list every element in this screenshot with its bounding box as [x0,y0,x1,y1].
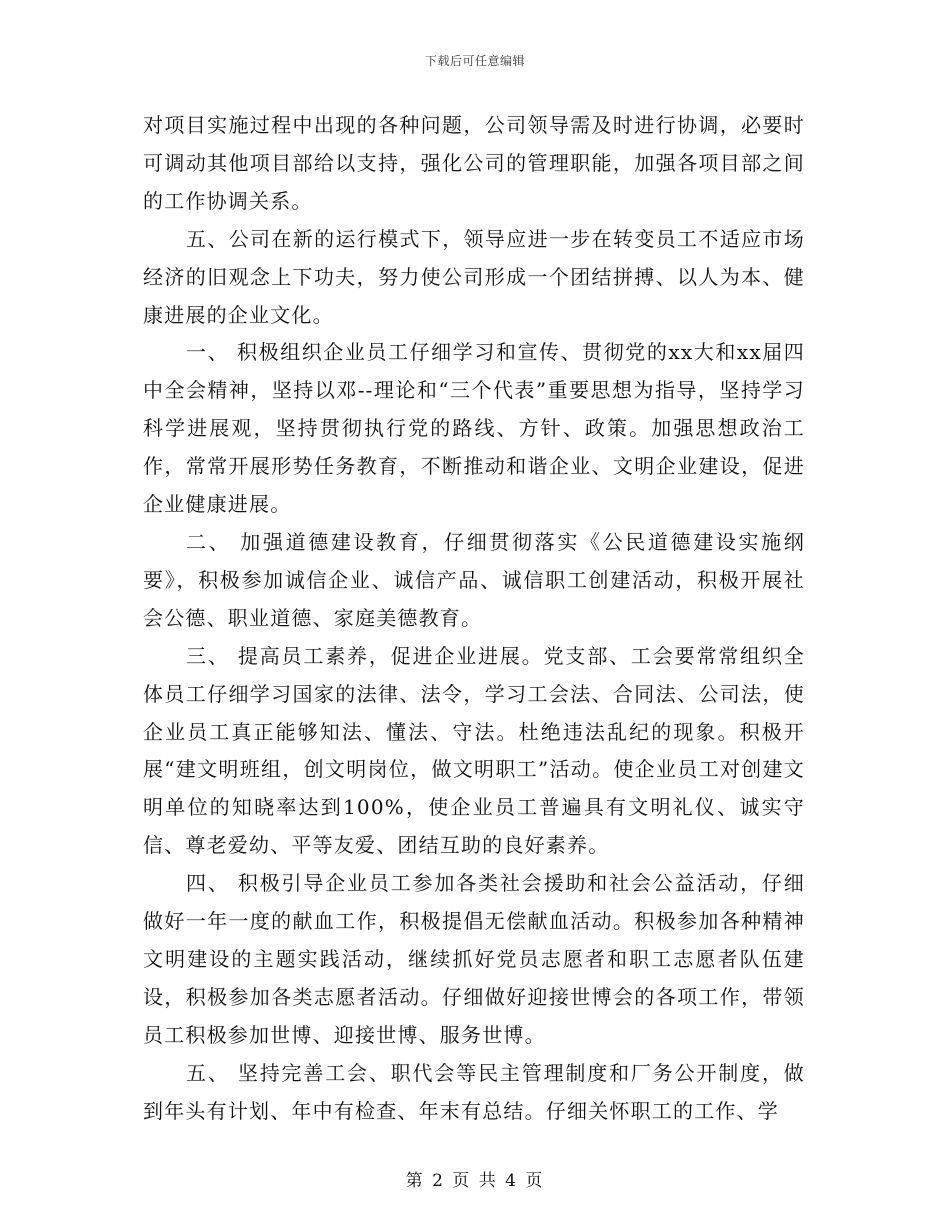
paragraph-2: 五、公司在新的运行模式下，领导应进一步在转变员工不适应市场经济的旧观念上下功夫，努力使公司形成一个团结拼搏、以人为本、健康进展的企业文化。 [143,226,805,327]
document-body [143,107,805,1130]
page-header: 下载后可任意编辑 [424,54,525,68]
paragraph-5: 三、 提高员工素养，促进企业进展。党支部、工会要常常组织全体员工仔细学习国家的法律、法令，学习工会法、合同法、公司法，使企业员工真正能够知法、懂法、守法。杜绝违法乱纪的现象。积极开展“建文明班组，创文明岗位，做文明职工”活动。使企业员工对创建文明单位的知晓率达到100%，使企业员工普遍具有文明礼仪、诚实守信、尊老爱幼、平等友爱、团结互助的良好素养。 [143,643,805,858]
paragraph-1: 对项目实施过程中出现的各种问题，公司领导需及时进行协调，必要时可调动其他项目部给以支持，强化公司的管理职能，加强各项目部之间的工作协调关系。 [143,113,805,213]
paragraph-6: 四、 积极引导企业员工参加各类社会援助和社会公益活动，仔细做好一年一度的献血工作，积极提倡无偿献血活动。积极参加各种精神文明建设的主题实践活动，继续抓好党员志愿者和职工志愿者队伍建设，积极参加各类志愿者活动。仔细做好迎接世博会的各项工作，带领员工积极参加世博、迎接世博、服务世博。 [143,871,805,1047]
paragraph-4: 二、 加强道德建设教育，仔细贯彻落实《公民道德建设实施纲要》，积极参加诚信企业、诚信产品、诚信职工创建活动，积极开展社会公德、职业道德、家庭美德教育。 [143,529,805,630]
paragraph-3: 一、 积极组织企业员工仔细学习和宣传、贯彻党的xx大和xx届四中全会精神，坚持以邓--理论和“三个代表”重要思想为指导，坚持学习科学进展观，坚持贯彻执行党的路线、方针、政策。加强思想政治工作，常常开展形势任务教育，不断推动和谐企业、文明企业建设，促进企业健康进展。 [143,340,805,517]
page-footer: 第 2 页 共 4 页 [405,1171,545,1191]
paragraph-7: 五、 坚持完善工会、职代会等民主管理制度和厂务公开制度，做到年头有计划、年中有检查、年末有总结。仔细关怀职工的工作、学 [143,1060,805,1123]
